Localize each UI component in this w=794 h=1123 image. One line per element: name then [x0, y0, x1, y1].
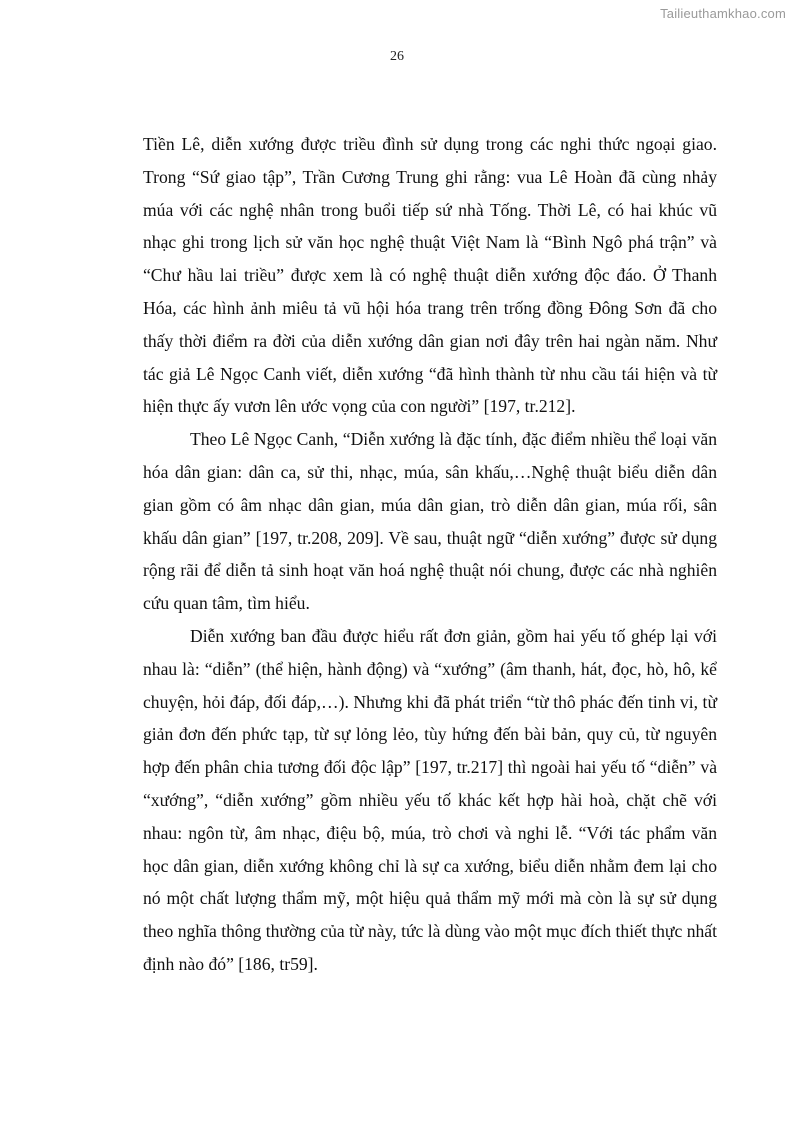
paragraph: Diễn xướng ban đầu được hiểu rất đơn giản, gồm hai yếu tố ghép lại với nhau là: “diễn” (thể hiện, hành động) và “xướng” (âm thanh, hát, đọc, hò, hô, kể chuyện, hỏi đáp, đối đáp,…). Nhưng khi đã phát triển “từ thô phác đến tinh vi, từ giản đơn đến phức tạp, từ sự lỏng lẻo, tùy hứng đến bài bản, quy củ, từ nguyên hợp đến phân chia tương đối độc lập” [197, tr.217] thì ngoài hai yếu tố “diễn” và “xướng”, “diễn xướng” gồm nhiều yếu tố khác kết hợp hài hoà, chặt chẽ với nhau: ngôn từ, âm nhạc, điệu bộ, múa, trò chơi và nghi lễ. “Với tác phẩm văn học dân gian, diễn xướng không chỉ là sự ca xướng, biểu diễn nhằm đem lại cho nó một chất lượng thẩm mỹ, một hiệu quả thẩm mỹ mới mà còn là sự sử dụng theo nghĩa thông thường của từ này, tức là dùng vào một mục đích thiết thực nhất định nào đó” [186, tr59]. — [143, 625, 717, 974]
watermark-text: Tailieuthamkhao.com — [660, 6, 786, 21]
page-number: 26 — [390, 49, 404, 64]
paragraph: Theo Lê Ngọc Canh, “Diễn xướng là đặc tính, đặc điểm nhiều thể loại văn hóa dân gian: dân ca, sử thi, nhạc, múa, sân khấu,…Nghệ thuật biểu diễn dân gian gồm có âm nhạc dân gian, múa dân gian, trò diễn dân gian, múa rối, sân khấu dân gian” [197, tr.208, 209]. Về sau, thuật ngữ “diễn xướng” được sử dụng rộng rãi để diễn tả sinh hoạt văn hoá nghệ thuật nói chung, được các nhà nghiên cứu quan tâm, tìm hiểu. — [143, 429, 717, 614]
paragraph-continuation: Tiền Lê, diễn xướng được triều đình sử dụng trong các nghi thức ngoại giao. Trong “Sứ giao tập”, Trần Cương Trung ghi rằng: vua Lê Hoàn đã cùng nhảy múa với các nghệ nhân trong buổi tiếp sứ nhà Tống. Thời Lê, có hai khúc vũ nhạc ghi trong lịch sử văn học nghệ thuật Việt Nam là “Bình Ngô phá trận” và “Chư hầu lai triều” được xem là có nghệ thuật diễn xướng độc đáo. Ở Thanh Hóa, các hình ảnh miêu tả vũ hội hóa trang trên trống đồng Đông Sơn đã cho thấy thời điểm ra đời của diễn xướng dân gian nơi đây trên hai ngàn năm. Như tác giả Lê Ngọc Canh viết, diễn xướng “đã hình thành từ nhu cầu tái hiện và từ hiện thực ấy vươn lên ước vọng của con người” [197, tr.212]. — [143, 134, 717, 417]
document-body — [143, 128, 717, 981]
